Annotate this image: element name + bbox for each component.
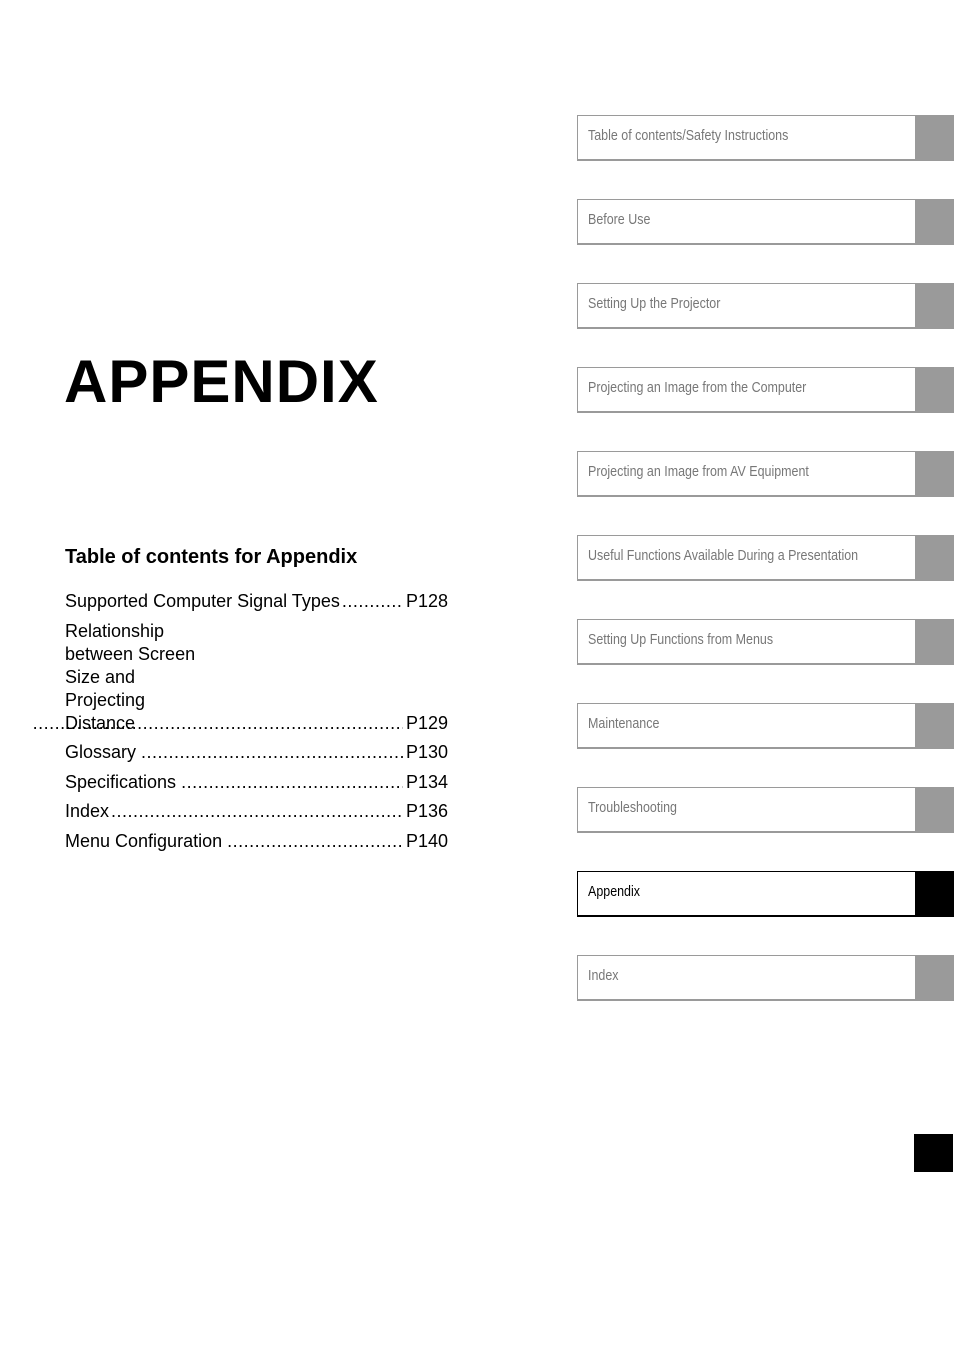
nav-tab-label: Maintenance bbox=[588, 716, 660, 732]
nav-tab-marker bbox=[915, 871, 954, 917]
dot-leader bbox=[227, 830, 403, 853]
nav-tab-troubleshooting[interactable] bbox=[577, 787, 954, 833]
nav-tab-setting-up-projector[interactable] bbox=[577, 283, 954, 329]
toc-page-ref[interactable]: P136 bbox=[405, 801, 448, 821]
nav-tab-appendix[interactable] bbox=[577, 871, 954, 917]
toc-entry-text: Relationship between Screen Size and Projecting Distance bbox=[65, 620, 196, 733]
toc-heading: Table of contents for Appendix bbox=[65, 546, 358, 568]
toc-entry-text: Supported Computer Signal Types bbox=[65, 591, 340, 611]
toc-entry-text: Glossary bbox=[65, 742, 137, 762]
dot-leader bbox=[342, 590, 403, 613]
nav-tab-table-of-contents[interactable] bbox=[577, 115, 954, 161]
nav-tab-before-use[interactable] bbox=[577, 199, 954, 245]
nav-tab-marker bbox=[915, 955, 954, 1001]
toc-entry-menu-configuration[interactable] bbox=[65, 830, 448, 853]
dot-leader bbox=[33, 712, 403, 735]
nav-tab-marker bbox=[915, 535, 954, 581]
chapter-title: APPENDIX bbox=[64, 348, 379, 415]
nav-tab-label: Setting Up Functions from Menus bbox=[588, 632, 774, 648]
nav-tab-maintenance[interactable] bbox=[577, 703, 954, 749]
nav-tab-marker bbox=[915, 283, 954, 329]
toc-entry-text: Menu Configuration bbox=[65, 830, 223, 851]
nav-tab-projecting-computer[interactable] bbox=[577, 367, 954, 413]
toc-entry-glossary[interactable] bbox=[65, 741, 448, 764]
nav-tab-label: Projecting an Image from the Computer bbox=[588, 380, 807, 396]
nav-tab-label: Projecting an Image from AV Equipment bbox=[588, 464, 809, 480]
nav-tab-label: Table of contents/Safety Instructions bbox=[588, 128, 789, 144]
nav-tab-label: Before Use bbox=[588, 212, 651, 228]
nav-tab-marker bbox=[915, 367, 954, 413]
dot-leader bbox=[181, 771, 403, 794]
nav-tab-marker bbox=[915, 703, 954, 749]
toc-list bbox=[65, 590, 448, 859]
toc-entry-text: Index bbox=[65, 801, 110, 821]
toc-page-ref[interactable]: P128 bbox=[405, 591, 448, 611]
toc-entry-index[interactable] bbox=[65, 800, 448, 823]
nav-tab-marker bbox=[915, 619, 954, 665]
nav-tab-functions-menus[interactable] bbox=[577, 619, 954, 665]
nav-tab-label: Appendix bbox=[588, 884, 641, 900]
toc-entry-text: Specifications bbox=[65, 771, 177, 792]
nav-tab-label: Useful Functions Available During a Presentation bbox=[588, 548, 859, 564]
nav-tab-marker bbox=[915, 199, 954, 245]
nav-tab-marker bbox=[915, 787, 954, 833]
toc-entry-specifications[interactable] bbox=[65, 771, 448, 794]
toc-entry-supported-signal-types[interactable] bbox=[65, 590, 448, 613]
toc-page-ref[interactable]: P140 bbox=[405, 830, 448, 851]
dot-leader bbox=[111, 800, 403, 823]
nav-tab-label: Troubleshooting bbox=[588, 800, 677, 816]
nav-tab-projecting-av[interactable] bbox=[577, 451, 954, 497]
toc-page-ref[interactable]: P134 bbox=[405, 771, 448, 792]
toc-page-ref[interactable]: P130 bbox=[405, 742, 448, 762]
nav-tab-label: Setting Up the Projector bbox=[588, 296, 721, 312]
nav-tab-label: Index bbox=[588, 968, 619, 984]
toc-page-ref[interactable]: P129 bbox=[405, 712, 448, 733]
nav-tab-marker bbox=[915, 451, 954, 497]
page-edge-marker bbox=[914, 1134, 953, 1172]
toc-entry-screen-size-distance[interactable] bbox=[65, 620, 448, 735]
nav-tab-useful-functions[interactable] bbox=[577, 535, 954, 581]
chapter-nav bbox=[577, 115, 954, 1039]
nav-tab-index[interactable] bbox=[577, 955, 954, 1001]
dot-leader bbox=[141, 741, 403, 764]
nav-tab-marker bbox=[915, 115, 954, 161]
